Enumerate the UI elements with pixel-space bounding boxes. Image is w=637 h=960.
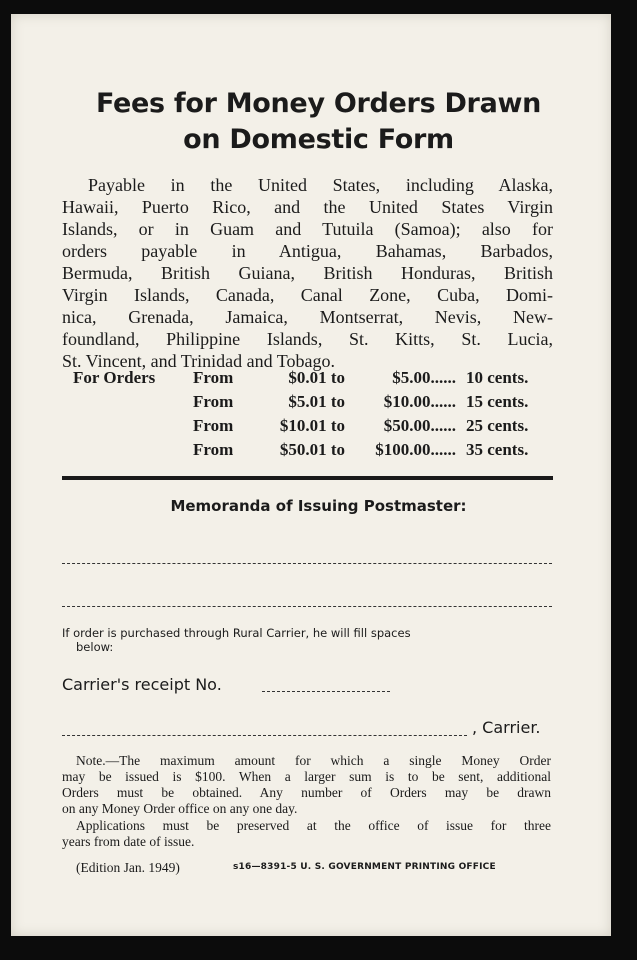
fee-label: For Orders	[73, 368, 156, 387]
intro-line: Payable in the United States, including Alaska,	[88, 175, 553, 195]
fee-amount: 25 cents.	[466, 416, 529, 435]
rural-carrier-instructions	[62, 626, 411, 654]
intro-line: Hawaii, Puerto Rico, and the United States Virgin	[62, 197, 553, 217]
carrier-receipt-label: Carrier's receipt No.	[62, 675, 222, 694]
intro-line: Virgin Islands, Canada, Canal Zone, Cuba, Domi-	[62, 285, 553, 305]
rural-line: below:	[76, 640, 114, 654]
carrier-receipt-field[interactable]	[262, 691, 390, 692]
fee-high: $10.00......	[383, 392, 456, 411]
fee-from: From	[193, 392, 234, 411]
note-line: on any Money Order office on any one day.	[62, 801, 298, 816]
rural-line: If order is purchased through Rural Carrier, he will fill spaces	[62, 626, 411, 640]
fee-low: $0.01 to	[288, 368, 345, 387]
note-line: Orders must be obtained. Any number of Orders may be drawn	[62, 785, 551, 800]
divider-rule	[62, 476, 553, 480]
intro-line: orders payable in Antigua, Bahamas, Barbados,	[62, 241, 553, 261]
intro-line: foundland, Philippine Islands, St. Kitts, St. Lucia,	[62, 329, 553, 349]
fee-low: $5.01 to	[288, 392, 345, 411]
applications-line: years from date of issue.	[62, 834, 195, 849]
fee-from: From	[193, 440, 234, 459]
fee-amount: 10 cents.	[466, 368, 529, 387]
intro-line: St. Vincent, and Trinidad and Tobago.	[62, 351, 335, 371]
memoranda-heading: Memoranda of Issuing Postmaster:	[170, 497, 467, 515]
printer-imprint: s16—8391-5 U. S. GOVERNMENT PRINTING OFFICE	[233, 862, 496, 872]
fee-low: $10.01 to	[279, 416, 345, 435]
form-title	[0, 86, 637, 158]
fee-low: $50.01 to	[279, 440, 345, 459]
fee-high: $100.00......	[375, 440, 456, 459]
title-line: on Domestic Form	[183, 124, 454, 155]
applications-line: Applications must be preserved at the office of issue for three	[76, 818, 551, 833]
intro-line: Bermuda, British Guiana, British Honduras, British	[62, 263, 553, 283]
carrier-label: , Carrier.	[472, 718, 541, 737]
note-line: Note.—The maximum amount for which a single Money Order	[76, 753, 551, 768]
memoranda-line[interactable]	[62, 606, 552, 607]
fee-from: From	[193, 368, 234, 387]
fee-high: $5.00......	[392, 368, 456, 387]
fee-amount: 15 cents.	[466, 392, 529, 411]
edition-label: (Edition Jan. 1949)	[76, 860, 180, 875]
title-line: Fees for Money Orders Drawn	[95, 88, 542, 119]
memoranda-line[interactable]	[62, 563, 552, 564]
carrier-name-field[interactable]	[62, 735, 467, 736]
note-line: may be issued is $100. When a larger sum is to be sent, additional	[62, 769, 551, 784]
intro-line: Islands, or in Guam and Tutuila (Samoa); also for	[62, 219, 553, 239]
intro-line: nica, Grenada, Jamaica, Montserrat, Nevis, New-	[62, 307, 553, 327]
fee-high: $50.00......	[383, 416, 456, 435]
fee-amount: 35 cents.	[466, 440, 529, 459]
fee-from: From	[193, 416, 234, 435]
